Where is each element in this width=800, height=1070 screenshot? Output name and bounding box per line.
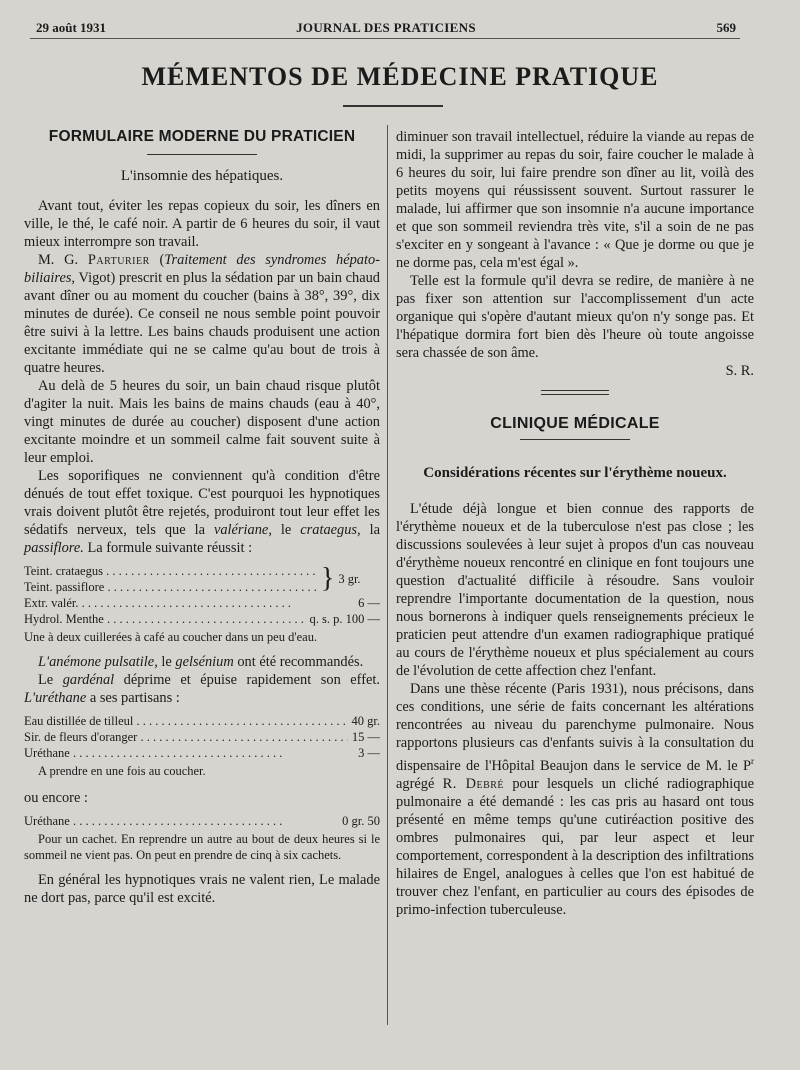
paragraph: Le gardénal déprime et épuise rapidement son effet. L'uréthane a ses partisans :: [24, 672, 380, 706]
paragraph: L'anémone pulsatile, le gelsénium ont été recommandés.: [38, 654, 364, 670]
book-title: Traitement des syndromes hépato-biliaires,: [24, 252, 380, 286]
author-name: Parturier: [87, 252, 150, 268]
formula-note: Une à deux cuillerées à café au coucher dans un peu d'eau.: [24, 630, 318, 644]
section-title-clinique: CLINIQUE MÉDICALE: [490, 415, 660, 432]
left-column: [24, 128, 380, 907]
prescription-1: [24, 563, 380, 627]
paragraph: diminuer son travail intellectuel, réduire la viande au repas de midi, la supprimer au repas du soir, faire coucher le malade à 6 heures du soir, lui faire prendre son dîner au lit, voilà des petits moyens qui réussissent souvent. Surtout rassurer le malade, lui affirmer que son insomnie n'a aucune importance et que son sommeil reviendra très vite, s'il a soin de ne pas s'exciter en y songeant à l'avance : « Que je dorme ou que je ne dorme pas, cela m'est égal ».: [396, 129, 754, 271]
formula-row: Teint. passiflore . . .: [24, 579, 317, 595]
formula-row: Hydrol. Menthe . . . q. s. p. 100 —: [24, 611, 380, 627]
formula-row: Uréthane . . . 0 gr. 50: [24, 813, 380, 829]
prescription-3: [24, 813, 380, 829]
prescription-2: [24, 713, 380, 761]
formula-qty: 3 gr.: [338, 572, 361, 586]
paragraph: Les soporifiques ne conviennent qu'à condition d'être dénués de tout effet toxique. C'est pourquoi les hypnotiques vrais doivent plutôt être rejetés, produiront tout leur effet les sédatifs nerveux, tels que la valériane, le crataegus, la passiflore. La formule suivante réussit :: [24, 468, 381, 556]
article-subtitle: Considérations récentes sur l'érythème noueux.: [423, 465, 727, 481]
signature-line: [396, 362, 754, 380]
column-divider: [387, 125, 388, 1025]
formula-note: Pour un cachet. En reprendre un autre au bout de deux heures si le sommeil ne vient pas. On peut en prendre de cinq à six cachets.: [24, 832, 380, 862]
signature: S. R.: [725, 363, 754, 379]
formula-row: Eau distillée de tilleul . . . 40 gr.: [24, 713, 380, 729]
paragraph: Au delà de 5 heures du soir, un bain chaud risque plutôt d'agiter la nuit. Mais les bains de mains chauds (eau à 40°, vingt minutes de durée au coucher) disposent d'une action excitante moindre et un sommeil calme fait souvent suite à leur emploi.: [24, 378, 380, 466]
author-name: R. Debré: [442, 775, 505, 792]
alternative-label: ou encore :: [24, 790, 88, 806]
section-rule: [147, 154, 257, 155]
paragraph: En général les hypnotiques vrais ne valent rien, Le malade ne dort pas, parce qu'il est excité.: [24, 872, 380, 906]
double-rule: [541, 390, 609, 395]
formula-row: Uréthane . . . 3 —: [24, 745, 380, 761]
title-rule: [343, 105, 443, 107]
paragraph: Avant tout, éviter les repas copieux du soir, les dîners en ville, le thé, le café noir. A partir de 6 heures du soir, il vaut mieux interrompre son travail.: [24, 198, 380, 250]
formula-note: A prendre en une fois au coucher.: [38, 764, 206, 778]
header-rule: [30, 38, 740, 39]
paragraph: Dans une thèse récente (Paris 1931), nous précisons, dans ces conditions, une série de faits concernant les altérations rencontrées au niveau du parenchyme pulmonaire. Nous rapportons plusieurs cas d'enfants suivis à la consultation du dispensaire de l'Hôpital Beaujon dans le service de M. le $P^r$ agrégé R. Debré pour lesquels un cliché radiographique pulmonaire a été demandé : les cas pris au hasard ont tous présenté en même temps qu'une cutiréaction positive des ombres pulmonaires qui, par leur aspect et leur comportement, correspondent à la description des infiltrations hilaires de Engel, analogues à celles que l'on est habitué de trouver chez l'enfant, en particulier au cours des épisodes de primo-infection tuberculeuse.: [396, 681, 754, 918]
main-title: MÉMENTOS DE MÉDECINE PRATIQUE: [141, 62, 659, 91]
formula-row: Sir. de fleurs d'oranger . . . 15 —: [24, 729, 380, 745]
journal-name: JOURNAL DES PRATICIENS: [296, 20, 476, 35]
paragraph: Telle est la formule qu'il devra se redire, de manière à ne pas fixer son attention sur l'accomplissement d'un acte organique qui s'opère d'autant mieux qu'on n'y songe pas. Et l'hépatique dormira fort bien dès l'heure où toute angoisse sera chassée de son âme.: [396, 273, 754, 361]
paragraph: M. G. Parturier (Traitement des syndromes hépato-biliaires, Vigot) prescrit en plus la sédation par un bain chaud avant dîner ou au moment du coucher (bains à 38°, 39°, dix minutes de durée). Ce conseil ne nous semble point pouvoir être suivi à la lettre. Les bains chauds produisent une action excitante immédiate qui ne se calme qu'au bout de trois à quatre heures.: [24, 252, 380, 376]
page-number: 569: [716, 20, 736, 35]
article-subtitle: L'insomnie des hépatiques.: [120, 168, 284, 184]
page-header: [36, 20, 736, 40]
formula-row: Teint. crataegus . . .: [24, 563, 317, 579]
section-rule: [520, 439, 630, 440]
right-column: [396, 128, 754, 919]
issue-date: 29 août 1931: [36, 20, 107, 35]
formula-row: Extr. valér. . . . 6 —: [24, 595, 380, 611]
paragraph: L'étude déjà longue et bien connue des rapports de l'érythème noueux et de la tuberculose n'est pas close ; les discussions soulevées à leur sujet à propos d'un cas nouveau d'érythème noueux rencontré en clinique en font toujours une question d'actualité difficile à résoudre. Sans vouloir reprendre l'importante documentation de la question, nous nous bornerons à indiquer quels renseignements précieux le praticien peut attendre d'un examen radiographique pratiqué au cours de l'érythème noueux et plus spécialement au cours de l'évolution de cette affection chez l'enfant.: [396, 501, 754, 679]
section-title-formulaire: FORMULAIRE MODERNE DU PRATICIEN: [48, 128, 356, 145]
brace-icon: }: [320, 563, 335, 594]
